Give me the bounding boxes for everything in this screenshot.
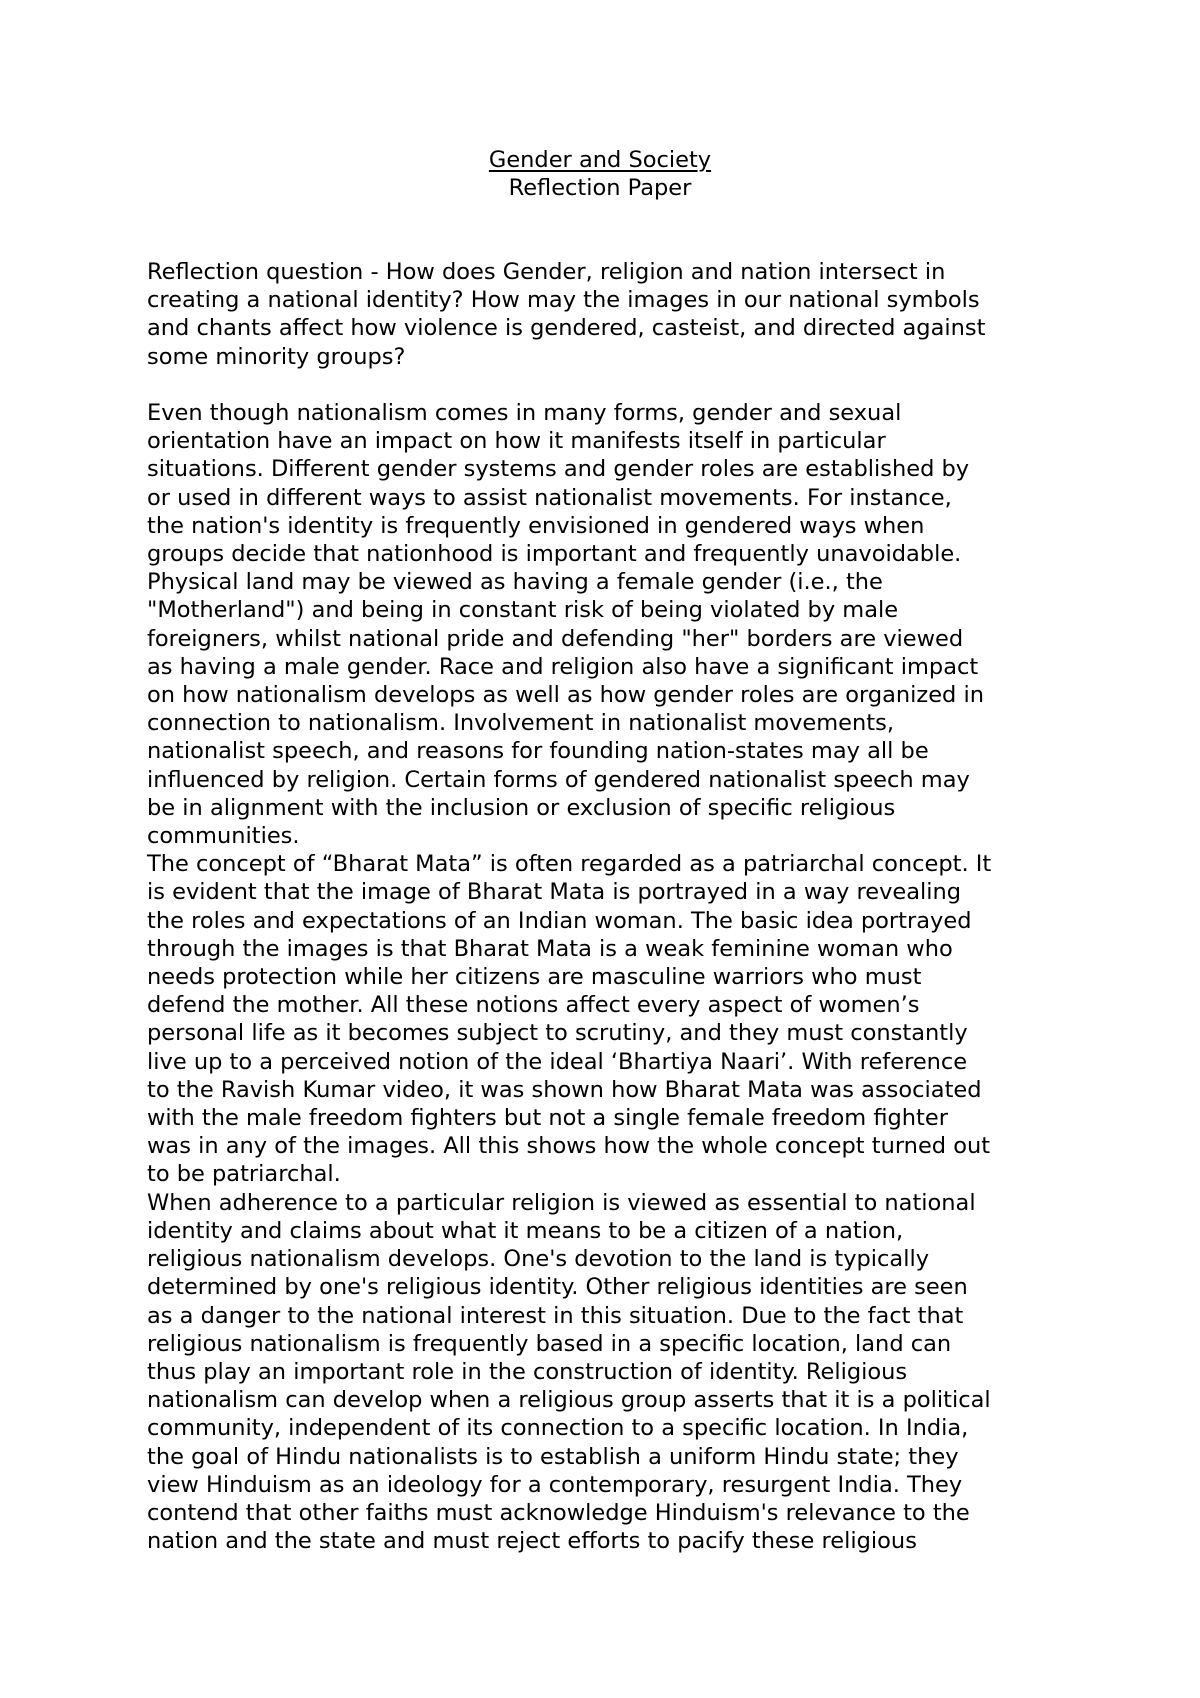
- reflection-question: Reflection question - How does Gender, religion and nation intersect in creating a national identity? How may the images in our national symbols and chants affect how violence is gendered, casteist, and directed against some minority groups?: [147, 259, 986, 370]
- paragraph-gap: [147, 371, 1077, 399]
- document-title: Gender and Society: [488, 147, 712, 173]
- paragraph-2: The concept of “Bharat Mata” is often regarded as a patriarchal concept. It is evident that the image of Bharat Mata is portrayed in a way revealing the roles and expectations of an Indian woman. The basic idea portrayed through the images is that Bharat Mata is a weak feminine woman who needs protection while her citizens are masculine warriors who must defend the mother. All these notions affect every aspect of women’s personal life as it becomes subject to scrutiny, and they must constantly live up to a perceived notion of the ideal ‘Bhartiya Naari’. With reference to the Ravish Kumar video, it was shown how Bharat Mata was associated with the male freedom fighters but not a single female freedom fighter was in any of the images. All this shows how the whole concept turned out to be patriarchal.: [147, 851, 992, 1188]
- document-body: [147, 258, 1077, 1555]
- paragraph-1: Even though nationalism comes in many forms, gender and sexual orientation have an impact on how it manifests itself in particular situations. Different gender systems and gender roles are established by or used in different ways to assist nationalist movements. For instance, the nation's identity is frequently envisioned in gendered ways when groups decide that nationhood is important and frequently unavoidable. Physical land may be viewed as having a female gender (i.e., the "Motherland") and being in constant risk of being violated by male foreigners, whilst national pride and defending "her" borders are viewed as having a male gender. Race and religion also have a significant impact on how nationalism develops as well as how gender roles are organized in connection to nationalism. Involvement in nationalist movements, nationalist speech, and reasons for founding nation-states may all be influenced by religion. Certain forms of gendered nationalist speech may be in alignment with the inclusion or exclusion of specific religious communities.: [147, 400, 984, 850]
- paragraph-3: When adherence to a particular religion is viewed as essential to national identity and claims about what it means to be a citizen of a nation, religious nationalism develops. One's devotion to the land is typically determined by one's religious identity. Other religious identities are seen as a danger to the national interest in this situation. Due to the fact that religious nationalism is frequently based in a specific location, land can thus play an important role in the construction of identity. Religious nationalism can develop when a religious group asserts that it is a political community, independent of its connection to a specific location. In India, the goal of Hindu nationalists is to establish a uniform Hindu state; they view Hinduism as an ideology for a contemporary, resurgent India. They contend that other faiths must acknowledge Hinduism's relevance to the nation and the state and must reject efforts to pacify these religious: [147, 1189, 991, 1555]
- title-block: [0, 146, 1200, 202]
- document-subtitle: Reflection Paper: [508, 175, 692, 201]
